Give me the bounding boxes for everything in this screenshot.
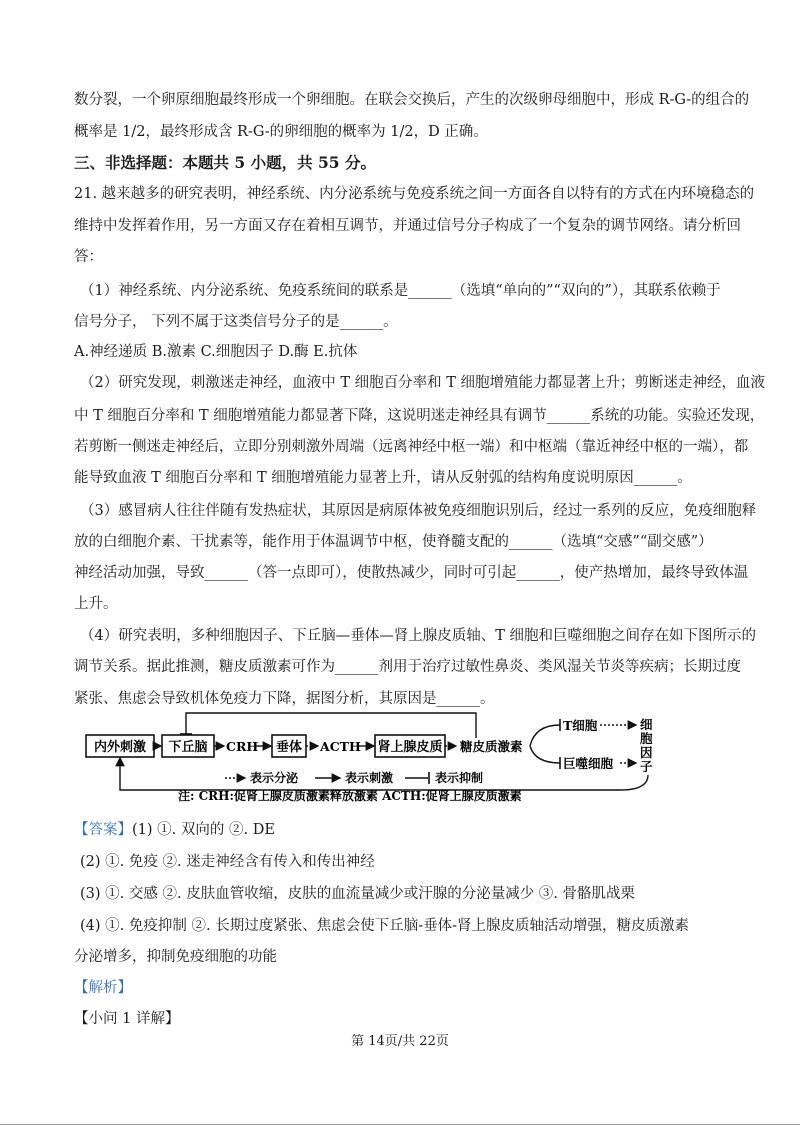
text-line: 上升。 (74, 596, 118, 612)
cytokine-char: 胞 (640, 731, 653, 746)
acth-label: ACTH (320, 739, 361, 754)
text-line: 若剪断一侧迷走神经后，立即分别刺激外周端（远离神经中枢一端）和中枢端（靠近神经中枢的一端），都 (74, 439, 749, 455)
question-stem: 21. 越来越多的研究表明，神经系统、内分泌系统与免疫系统之间一方面各自以特有的方式在内环境稳态的 (74, 186, 755, 202)
subquestion-4: （4）研究表明，多种细胞因子、下丘脑—垂体—肾上腺皮质轴、T 细胞和巨噬细胞之间存在如下图所示的 (80, 628, 757, 644)
text-line: 神经活动加强，导致______（答一点即可），使散热减少，同时可引起______，使产热增加，最终导致体温 (74, 565, 749, 581)
section-title: 三、非选择题：本题共 5 小题，共 55 分。 (74, 153, 376, 172)
glucocorticoid-label: 糖皮质激素 (460, 739, 523, 754)
macrophage-label: 巨噬细胞 (563, 756, 614, 771)
answer-line: (2) ①. 免疫 ②. 迷走神经含有传入和传出神经 (80, 854, 375, 870)
legend-secretion: 表示分泌 (250, 771, 299, 785)
subquestion-1: （1）神经系统、内分泌系统、免疫系统间的联系是______（选填“单向的”“双向的”），其联系依赖于 (80, 283, 721, 299)
box-hypothalamus-label: 下丘脑 (168, 740, 208, 755)
subquestion-3: （3）感冒病人往往伴随有发热症状，其原因是病原体被免疫细胞识别后，经过一系列的反应，免疫细胞释 (80, 503, 757, 519)
bottom-divider (0, 1124, 800, 1125)
subquestion-detail-label: 【小问 1 详解】 (74, 1011, 180, 1027)
t-cell-label: T细胞 (563, 718, 598, 733)
text-line: 调节关系。据此推测，糖皮质激素可作为______剂用于治疗过敏性鼻炎、类风湿关节炎等疾病；长期过度 (74, 659, 741, 675)
regulation-diagram (0, 705, 800, 805)
text-line: 信号分子， 下列不属于这类信号分子的是______。 (74, 314, 398, 330)
box-stimulus-label: 内外刺激 (93, 740, 147, 755)
text-line: 放的白细胞介素、干扰素等，能作用于体温调节中枢，使脊髓支配的______（选填“交感”“副交感”） (74, 534, 713, 550)
options-line: A.神经递质 B.激素 C.细胞因子 D.酶 E.抗体 (74, 344, 358, 360)
analysis-label: 【解析】 (74, 980, 132, 996)
answer-line: (4) ①. 免疫抑制 ②. 长期过度紧张、焦虑会使下丘脑-垂体-肾上腺皮质轴活动增强，糖皮质激素 (80, 918, 689, 934)
answer-line: 分泌增多，抑制免疫细胞的功能 (74, 949, 277, 965)
cytokine-char: 子 (640, 759, 653, 774)
cytokine-char: 细 (640, 717, 653, 732)
legend-stimulation: 表示刺激 (345, 771, 394, 785)
text-line: 答： (74, 249, 103, 265)
text-line: 数分裂，一个卵原细胞最终形成一个卵细胞。在联会交换后，产生的次级卵母细胞中，形成 R-G-的组合的 (74, 92, 750, 108)
answer-line: (3) ①. 交感 ②. 皮肤血管收缩，皮肤的血流量减少或汗腺的分泌量减少 ③. 骨骼肌战栗 (80, 886, 636, 902)
text-line: 维持中发挥着作用，另一方面又存在着相互调节，并通过信号分子构成了一个复杂的调节网络。请分析回 (74, 218, 741, 234)
legend-inhibition: 表示抑制 (435, 771, 484, 785)
text-line: 中 T 细胞百分率和 T 细胞增殖能力都显著下降，这说明迷走神经具有调节______系统的功能。实验还发现， (74, 408, 765, 424)
answer-label: 【答案】 (74, 822, 132, 838)
diagram-note: 注: CRH:促肾上腺皮质激素释放激素 ACTH:促肾上腺皮质激素 (178, 789, 522, 803)
box-adrenal-cortex-label: 肾上腺皮质 (377, 740, 443, 755)
answer-line-1: 【答案】(1) ①. 双向的 ②. DE (74, 822, 275, 838)
subquestion-2: （2）研究发现，刺激迷走神经，血液中 T 细胞百分率和 T 细胞增殖能力都显著上升；剪断迷走神经，血液 (80, 375, 766, 391)
text-line: 概率是 1/2，最终形成含 R-G-的卵细胞的概率为 1/2，D 正确。 (74, 124, 488, 140)
text-line: 紧张、焦虑会导致机体免疫力下降，据图分析，其原因是______。 (74, 691, 495, 707)
text-line: 能导致血液 T 细胞百分率和 T 细胞增殖能力显著上升，请从反射弧的结构角度说明原因______。 (74, 470, 692, 486)
cytokine-char: 因 (640, 745, 653, 760)
crh-label: CRH (226, 739, 259, 754)
page-footer: 第 14页/共 22页 (351, 1034, 449, 1049)
box-pituitary-label: 垂体 (275, 740, 303, 755)
